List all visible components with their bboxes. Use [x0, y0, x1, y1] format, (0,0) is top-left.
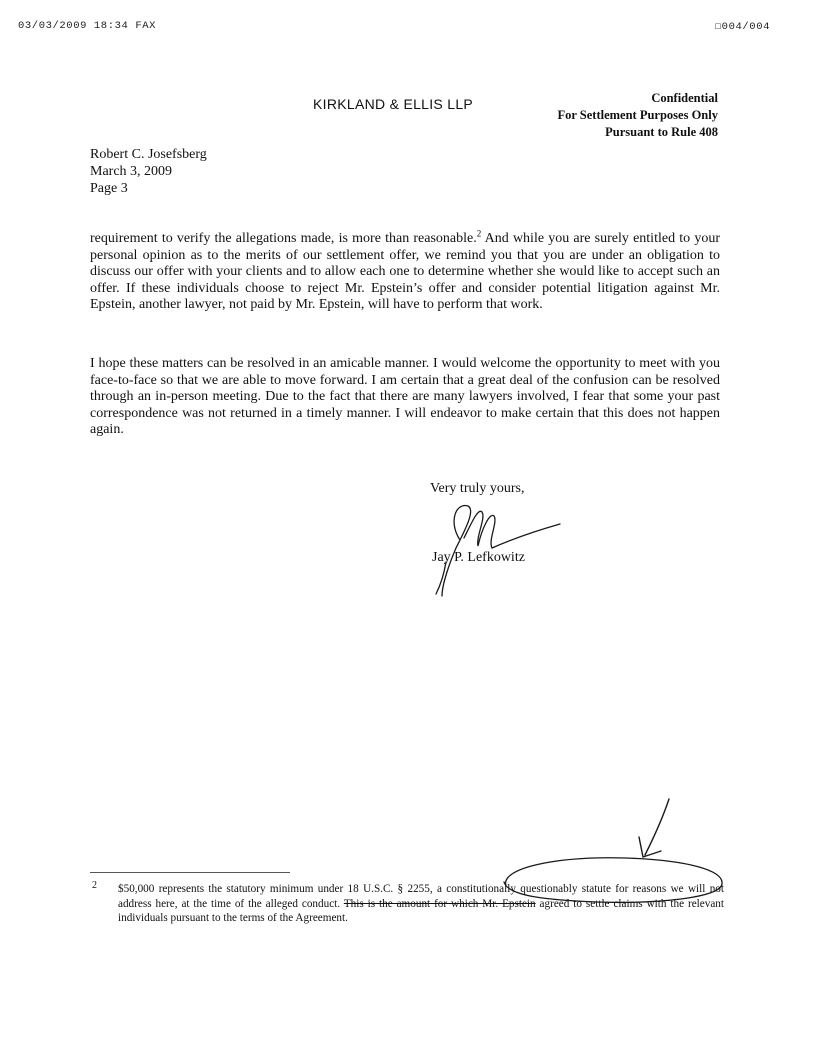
- handwritten-signature: [420, 492, 570, 602]
- footnote-text-part-1: $50,000 represents the statutory minimum under 18 U.S.C. § 2255, a constitutionally questionably statute for reasons we will not address here, at the time of the alleged conduct.: [118, 883, 724, 910]
- arrow-shaft: [645, 799, 669, 855]
- page-number: Page 3: [90, 181, 128, 196]
- firm-name: KIRKLAND & ELLIS LLP: [313, 96, 474, 112]
- signature-stroke: [492, 524, 560, 548]
- footnote-divider: [90, 872, 290, 873]
- settlement-purposes-line: For Settlement Purposes Only: [557, 108, 718, 122]
- paragraph-1-lead: requirement to verify the allegations made, is more than reasonable.: [90, 231, 477, 246]
- footnote-struck-text: This is the amount for which Mr. Epstein: [343, 897, 536, 910]
- signature-stroke: [464, 511, 495, 548]
- recipient-block: [90, 146, 207, 197]
- footnote-text-part-2: agreed to settle claims with the relevant individuals pursuant to the terms of the Agreement.: [118, 897, 724, 924]
- paragraph-1-rest: And while you are surely entitled to your personal opinion as to the merits of our settlement offer, we remind you that you are under an obligation to discuss our offer with your clients and to allow each one to determine whether she would like to accept such an offer. If these individuals choose to reject Mr. Epstein’s offer and consider potential litigation against Mr. Epstein, another lawyer, not paid by Mr. Epstein, will have to perform that work.: [90, 231, 720, 313]
- footnote-reference: 2: [476, 228, 482, 239]
- body-paragraph-1: [90, 228, 720, 314]
- signer-name: Jay P. Lefkowitz: [432, 550, 525, 565]
- handwritten-circle-annotation: [496, 852, 728, 908]
- recipient-name: Robert C. Josefsberg: [90, 147, 207, 162]
- body-paragraph-2: I hope these matters can be resolved in an amicable manner. I would welcome the opportunity to meet with you face-to-face so that we are able to move forward. I am certain that a great deal of the confusion can be resolved through an in-person meeting. Due to the fact that there are many lawyers involved, I fear that some your past correspondence was not returned in a timely manner. I will endeavor to make certain that this does not happen again.: [90, 356, 720, 438]
- fax-timestamp: 03/03/2009 18:34 FAX: [18, 20, 157, 32]
- fax-page-count: ☐004/004: [714, 21, 770, 33]
- confidential-notice: [557, 90, 718, 141]
- confidential-line: Confidential: [651, 91, 718, 105]
- rule-408-line: Pursuant to Rule 408: [605, 125, 718, 139]
- footnote-number: 2: [92, 880, 97, 891]
- letter-date: March 3, 2009: [90, 164, 173, 179]
- valediction: Very truly yours,: [430, 481, 525, 496]
